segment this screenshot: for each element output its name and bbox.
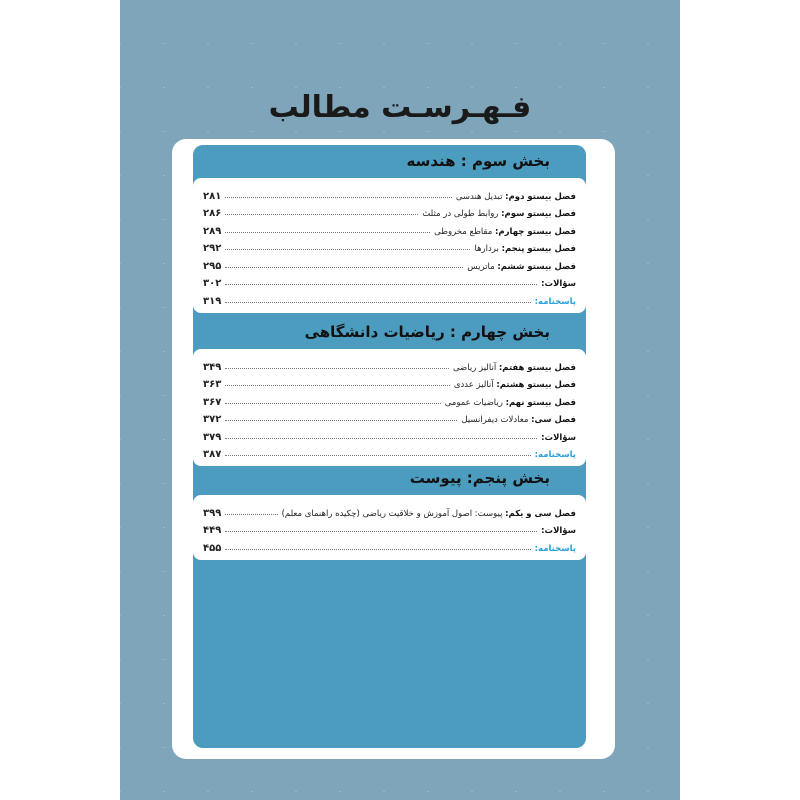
toc-label: فصل بیستو هفتم: آنالیز ریاضی [452, 362, 576, 373]
page-number: ۳۷۹ [203, 431, 222, 443]
page-number: ۳۰۲ [203, 278, 222, 289]
leader-dots [225, 367, 449, 369]
toc-row[interactable] [203, 408, 576, 426]
toc-label: فصل بیستو ششم: ماتریس [467, 261, 576, 272]
leader-dots [225, 196, 452, 198]
toc-row[interactable] [203, 425, 576, 443]
section-box [193, 349, 586, 466]
toc-row-answers[interactable] [203, 289, 576, 307]
section-box [193, 178, 586, 313]
page-number: ۳۹۹ [203, 507, 222, 519]
page-number: ۲۸۶ [203, 208, 222, 219]
toc-label: پاسخنامه: [534, 450, 576, 460]
toc-label: فصل بیستو دوم: تبدیل هندسی [455, 191, 576, 202]
toc-label: فصل بیستو هشتم: آنالیز عددی [453, 380, 576, 390]
toc-label: پاسخنامه: [534, 296, 576, 307]
toc-label: فصل بیستو پنجم: بردارها [474, 244, 576, 254]
toc-row[interactable] [203, 254, 576, 272]
toc-label: فصل بیستو نهم: ریاضیات عمومی [444, 397, 576, 408]
page-number: ۳۴۹ [203, 361, 222, 373]
toc-label: سؤالات: [541, 526, 576, 536]
toc-row[interactable] [203, 184, 576, 202]
page-number: ۳۸۷ [203, 449, 222, 460]
toc-label: سؤالات: [541, 432, 576, 443]
toc-label: فصل سی: معادلات دیفرانسیل [461, 415, 576, 425]
leader-dots [225, 419, 457, 421]
toc-row[interactable] [203, 202, 576, 220]
toc-row[interactable] [203, 219, 576, 237]
page-number: ۲۹۵ [203, 260, 222, 272]
leader-dots [225, 454, 530, 456]
toc-row[interactable] [203, 390, 576, 408]
leader-dots [225, 248, 470, 250]
toc-row[interactable] [203, 355, 576, 373]
toc-row[interactable] [203, 501, 576, 519]
toc-row[interactable] [203, 272, 576, 290]
toc-label: فصل سی و یکم: پیوست: اصول آموزش و خلاقیت ریاضی (چکیده راهنمای معلم) [281, 508, 576, 519]
toc-label: فصل بیستو چهارم: مقاطع مخروطی [434, 226, 576, 237]
leader-dots [225, 402, 440, 404]
leader-dots [225, 530, 537, 532]
section-geometry [193, 147, 586, 313]
leader-dots [225, 231, 430, 233]
toc-row[interactable] [203, 519, 576, 537]
toc-row[interactable] [203, 237, 576, 255]
leader-dots [225, 384, 450, 386]
toc-row[interactable] [203, 373, 576, 391]
leader-dots [225, 437, 537, 439]
leader-dots [225, 513, 277, 515]
page-title: فـهـرسـت مطالب [268, 90, 532, 125]
section-box [193, 495, 586, 560]
leader-dots [225, 548, 530, 550]
toc-label: پاسخنامه: [534, 543, 576, 554]
page-number: ۳۷۲ [203, 414, 222, 425]
page-number: ۴۵۵ [203, 542, 222, 554]
page-number: ۳۱۹ [203, 295, 222, 307]
section-university-math [193, 318, 586, 466]
section-appendix [193, 464, 586, 560]
page-number: ۲۸۹ [203, 225, 222, 237]
page-number: ۲۸۱ [203, 190, 222, 202]
leader-dots [225, 213, 418, 215]
leader-dots [225, 266, 463, 268]
toc-row-answers[interactable] [203, 536, 576, 554]
toc-label: فصل بیستو سوم: روابط طولی در مثلث [422, 209, 576, 219]
page-number: ۲۹۲ [203, 243, 222, 254]
section-title: بخش سوم : هندسه [406, 152, 550, 170]
page-number: ۳۶۳ [203, 379, 222, 390]
toc-row-answers[interactable] [203, 443, 576, 461]
toc-label: سؤالات: [541, 279, 576, 289]
section-title: بخش چهارم : ریاضیات دانشگاهی [304, 323, 550, 341]
section-title: بخش پنجم: پیوست [409, 469, 550, 487]
page-number: ۴۴۹ [203, 525, 222, 536]
leader-dots [225, 301, 530, 303]
page-number: ۳۶۷ [203, 396, 222, 408]
leader-dots [225, 283, 537, 285]
